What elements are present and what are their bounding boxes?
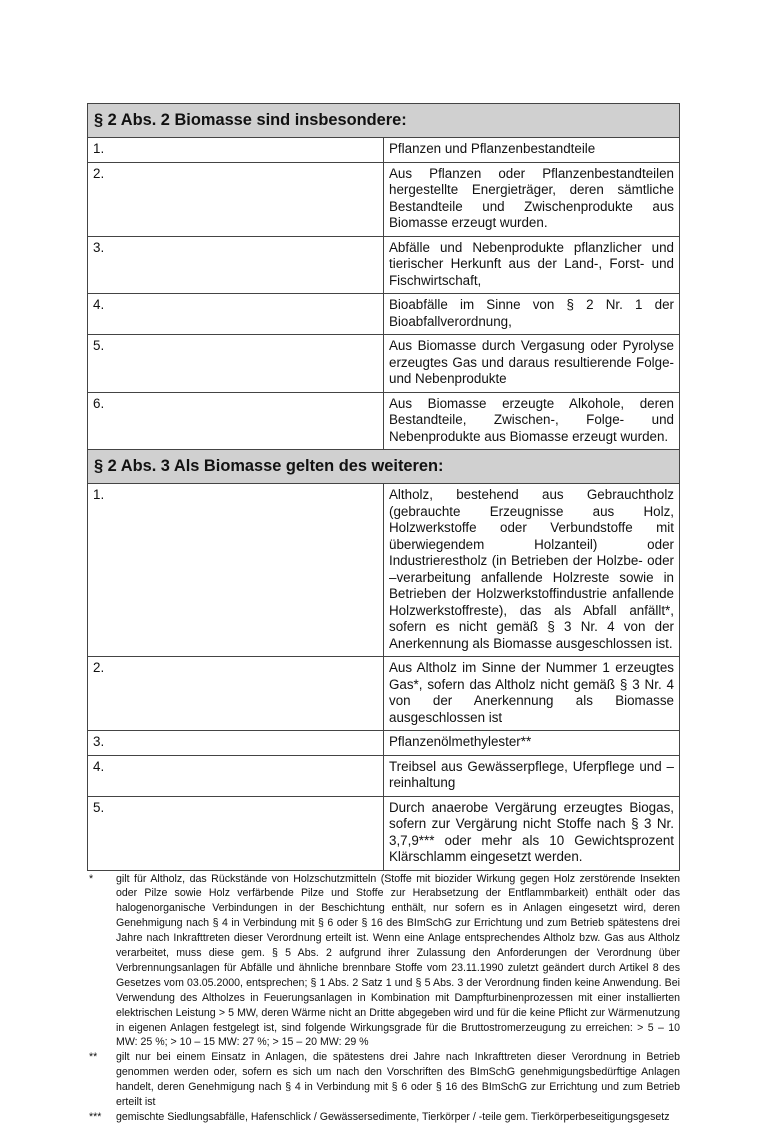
table-row	[88, 294, 680, 335]
row-number: 1.	[88, 484, 384, 657]
row-number: 3.	[88, 731, 384, 756]
row-text: Altholz, bestehend aus Gebrauchtholz (gebrauchte Erzeugnisse aus Holz, Holzwerkstoffe oder Verbundstoffe mit überwiegendem Holzanteil) oder Industrierestholz (in Betrieben der Holzbe- oder –verarbeitung anfallende Holzreste sowie in Betrieben der Holzwerkstoffindustrie anfallende Holzwerkstoffreste), das als Abfall anfällt*, sofern es nicht gemäß § 3 Nr. 4 von der Anerkennung als Biomasse ausgeschlossen ist.	[384, 484, 680, 657]
footnote-text: gilt nur bei einem Einsatz in Anlagen, die spätestens drei Jahre nach Inkrafttreten dieser Verordnung in Betrieb genommen werden oder, sofern es sich um nach den Vorschriften des BImSchG genehmigungsbedürftige Anlagen handelt, deren Genehmigung nach § 4 in Verbindung mit § 6 oder § 16 des BImSchG zur Errichtung und zum Betrieb erteilt ist	[116, 1051, 680, 1109]
table-row	[88, 796, 680, 870]
table-row	[88, 335, 680, 393]
table-row	[88, 755, 680, 796]
footnote-text: gemischte Siedlungsabfälle, Hafenschlick / Gewässersedimente, Tierkörper / -teile gem. Tierkörperbeseitigungsgesetz	[116, 1111, 670, 1123]
row-text: Aus Biomasse durch Vergasung oder Pyrolyse erzeugtes Gas und daraus resultierende Folge- und Nebenprodukte	[384, 335, 680, 393]
row-number: 2.	[88, 162, 384, 236]
footnote-mark: **	[89, 1051, 98, 1064]
row-number: 6.	[88, 392, 384, 450]
row-text: Durch anaerobe Vergärung erzeugtes Biogas, sofern zur Vergärung nicht Stoffe nach § 3 Nr. 3,7,9*** oder mehr als 10 Gewichtsprozent Klärschlamm eingesetzt werden.	[384, 796, 680, 870]
row-text: Pflanzenölmethylester**	[384, 731, 680, 756]
table-row	[88, 138, 680, 163]
footnote	[87, 1050, 680, 1110]
footnotes	[87, 872, 680, 1125]
row-number: 4.	[88, 755, 384, 796]
document	[87, 103, 680, 1125]
row-text: Bioabfälle im Sinne von § 2 Nr. 1 der Bioabfallverordnung,	[384, 294, 680, 335]
table-row	[88, 392, 680, 450]
footnote-mark: ***	[89, 1111, 102, 1123]
biomass-table	[87, 103, 680, 871]
row-text: Abfälle und Nebenprodukte pflanzlicher und tierischer Herkunft aus der Land-, Forst- und Fischwirtschaft,	[384, 236, 680, 294]
row-number: 4.	[88, 294, 384, 335]
row-text: Pflanzen und Pflanzenbestandteile	[384, 138, 680, 163]
row-number: 5.	[88, 335, 384, 393]
row-number: 5.	[88, 796, 384, 870]
table-row	[88, 484, 680, 657]
section-heading-row	[88, 104, 680, 138]
section-heading-row	[88, 450, 680, 484]
row-text: Aus Pflanzen oder Pflanzenbestandteilen hergestellte Energieträger, deren sämtliche Bestandteile und Zwischenprodukte aus Biomasse erzeugt wurden.	[384, 162, 680, 236]
table-row	[88, 162, 680, 236]
row-text: Aus Biomasse erzeugte Alkohole, deren Bestandteile, Zwischen-, Folge- und Nebenprodukte aus Biomasse erzeugt wurden.	[384, 392, 680, 450]
footnote-text: gilt für Altholz, das Rückstände von Holzschutzmitteln (Stoffe mit biozider Wirkung gegen Holz zerstörende Insekten oder Pilze sowie Holz verfärbende Pilze und Stoffe zur Herabsetzung der Entflammbarkeit) enthält oder das halogenorganische Verbindungen in der Beschichtung enthält, nur sofern es in Anlagen eingesetzt wird, deren Genehmigung nach § 4 in Verbindung mit § 6 oder § 16 des BImSchG zur Errichtung und zum Betrieb spätestens drei Jahre nach Inkrafttreten dieser Verordnung erteilt ist. Wenn eine Anlage entsprechendes Altholz bzw. Gas aus Altholz verarbeitet, muss diese gem. § 5 Abs. 2 aufgrund ihrer Zulassung den Anforderungen der Verordnung über Verbrennungsanlagen für Abfälle und ähnliche brennbare Stoffe vom 23.11.1990 zuletzt geändert durch Artikel 8 des Gesetzes vom 03.05.2000, entsprechen; § 1 Abs. 2 Satz 1 und § 5 Abs. 3 der Verordnung finden keine Anwendung. Bei Verwendung des Altholzes in Feuerungsanlagen in Kombination mit Dampfturbinenprozessen mit einer installierten elektrischen Leistung > 5 MW, deren Wärme nicht an Dritte abgegeben wird und für die keine Pflicht zur Wärmenutzung in eigenen Anlagen festgelegt ist, sind folgende Wirkungsgrade für die Bruttostromerzeugung zu erreichen: > 5 – 10 MW: 25 %; > 10 – 15 MW: 27 %; > 15 – 20 MW: 29 %	[116, 872, 680, 1049]
row-number: 3.	[88, 236, 384, 294]
row-text: Treibsel aus Gewässerpflege, Uferpflege und –reinhaltung	[384, 755, 680, 796]
table-row	[88, 731, 680, 756]
footnote	[87, 1110, 680, 1125]
section-heading: § 2 Abs. 2 Biomasse sind insbesondere:	[88, 104, 680, 138]
table-row	[88, 236, 680, 294]
row-number: 2.	[88, 657, 384, 731]
row-number: 1.	[88, 138, 384, 163]
section-heading: § 2 Abs. 3 Als Biomasse gelten des weiteren:	[88, 450, 680, 484]
table-row	[88, 657, 680, 731]
footnote-mark: *	[89, 872, 94, 885]
row-text: Aus Altholz im Sinne der Nummer 1 erzeugtes Gas*, sofern das Altholz nicht gemäß § 3 Nr. 4 von der Anerkennung als Biomasse ausgeschlossen ist	[384, 657, 680, 731]
